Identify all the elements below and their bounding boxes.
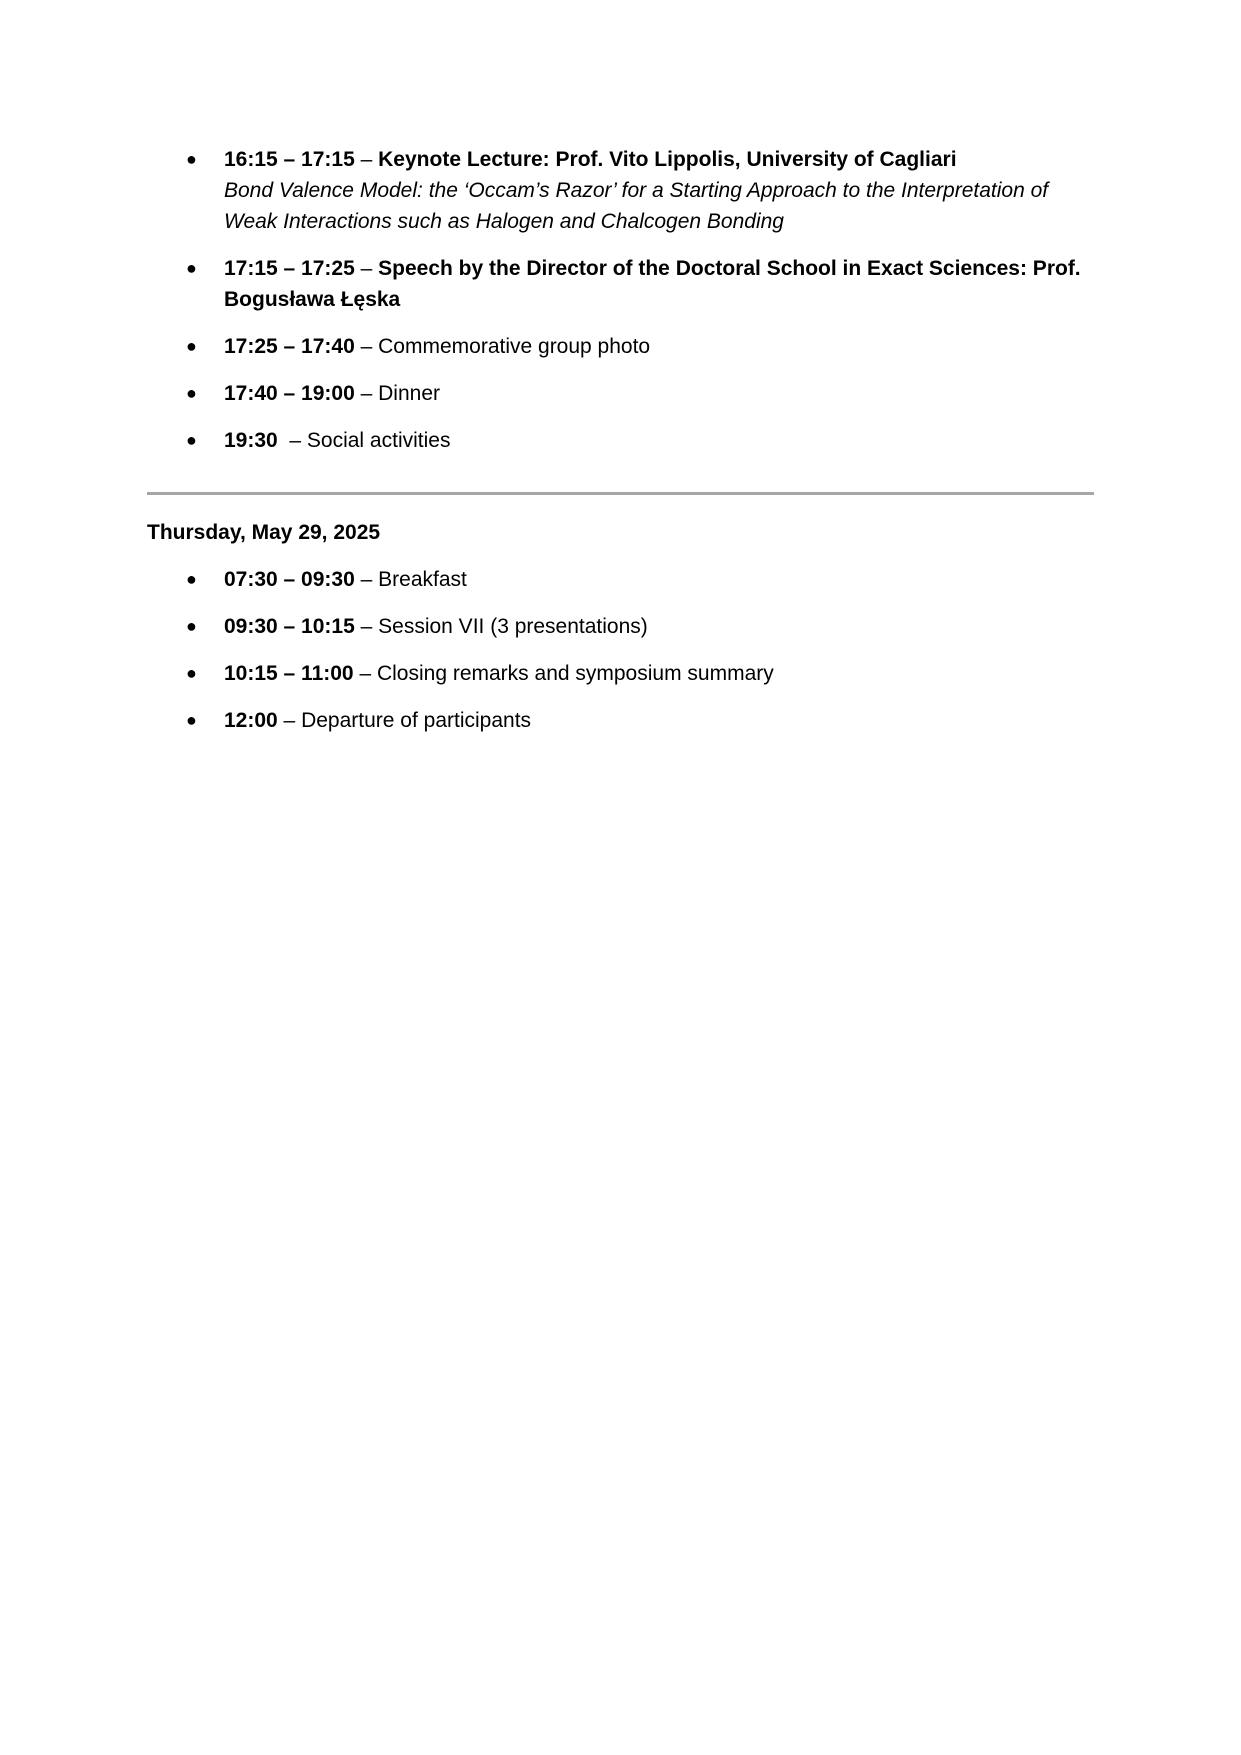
bullet-icon: ● [186, 336, 197, 356]
schedule-separator: – [354, 615, 379, 638]
schedule-title: Keynote Lecture: Prof. Vito Lippolis, University of Cagliari [378, 148, 957, 171]
schedule-separator: – [353, 662, 377, 685]
schedule-time: 19:30 [224, 429, 278, 452]
schedule-separator: – [354, 382, 379, 405]
schedule-time: 17:15 – 17:25 [224, 257, 355, 280]
bullet-icon: ● [186, 616, 197, 636]
day-heading: Thursday, May 29, 2025 [147, 521, 381, 544]
schedule-text: Commemorative group photo [378, 335, 651, 358]
schedule-separator: – [354, 568, 379, 591]
schedule-time: 17:25 – 17:40 [224, 335, 355, 358]
bullet-icon: ● [186, 710, 197, 730]
bullet-icon: ● [186, 569, 197, 589]
section-divider [147, 492, 1094, 495]
schedule-item [0, 611, 1241, 642]
schedule-text: Dinner [378, 382, 441, 405]
bullet-icon: ● [186, 663, 197, 683]
schedule-time: 12:00 [224, 709, 278, 732]
schedule-item [0, 331, 1241, 362]
schedule-separator: – [354, 257, 379, 280]
schedule-time: 10:15 – 11:00 [224, 662, 354, 685]
schedule-list-thursday [0, 564, 1241, 752]
schedule-list-wednesday [0, 144, 1241, 472]
schedule-subtitle: Bond Valence Model: the ‘Occam’s Razor’ for a Starting Approach to the Interpretation of Weak Interactions such as Halogen and Chalcogen Bonding [224, 179, 1049, 233]
schedule-item [0, 378, 1241, 409]
schedule-separator: – [277, 709, 302, 732]
schedule-title: Speech by the Director of the Doctoral School in Exact Sciences: Prof. Bogusława Łęska [224, 257, 1081, 311]
schedule-text: Closing remarks and symposium summary [376, 662, 774, 685]
schedule-item [0, 144, 1241, 237]
schedule-item [0, 253, 1241, 315]
bullet-icon: ● [186, 258, 197, 278]
schedule-item [0, 425, 1241, 456]
bullet-icon: ● [186, 383, 197, 403]
schedule-separator: – [277, 429, 307, 452]
schedule-item [0, 705, 1241, 736]
schedule-text: Departure of participants [301, 709, 532, 732]
schedule-time: 09:30 – 10:15 [224, 615, 355, 638]
schedule-text: Breakfast [378, 568, 467, 591]
schedule-time: 16:15 – 17:15 [224, 148, 355, 171]
schedule-time: 17:40 – 19:00 [224, 382, 355, 405]
schedule-item [0, 564, 1241, 595]
schedule-text: Social activities [306, 429, 451, 452]
schedule-item [0, 658, 1241, 689]
bullet-icon: ● [186, 430, 197, 450]
bullet-icon: ● [186, 149, 197, 169]
schedule-time: 07:30 – 09:30 [224, 568, 355, 591]
schedule-text: Session VII (3 presentations) [378, 615, 648, 638]
schedule-separator: – [354, 148, 379, 171]
schedule-separator: – [354, 335, 379, 358]
